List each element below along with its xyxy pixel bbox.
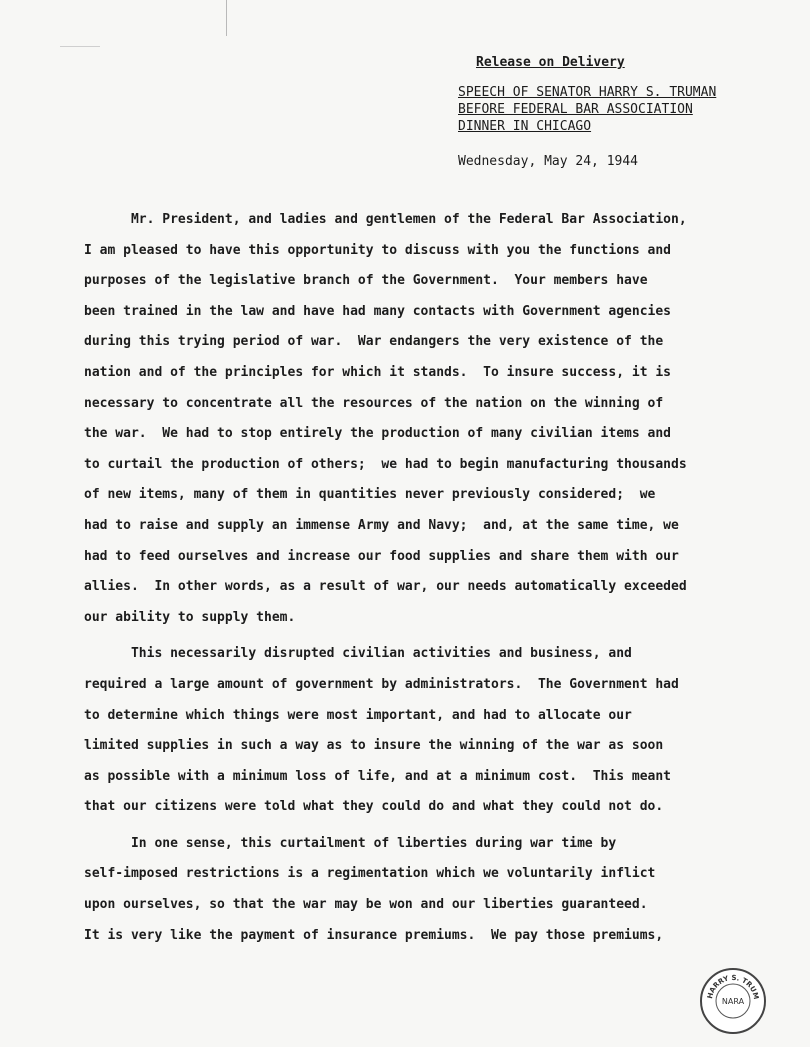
paragraph: [84, 205, 784, 633]
text-line: had to feed ourselves and increase our food supplies and share them with our: [84, 548, 679, 564]
text-line: limited supplies in such a way as to insure the winning of the war as soon: [84, 738, 664, 754]
text-line: purposes of the legislative branch of the Government. Your members have: [84, 273, 648, 289]
text-line: our ability to supply them.: [84, 609, 296, 625]
text-line: been trained in the law and have had many contacts with Government agencies: [84, 303, 671, 319]
text-line: of new items, many of them in quantities never previously considered; we: [84, 487, 656, 503]
text-line: This necessarily disrupted civilian activities and business, and: [84, 646, 632, 662]
text-line: to determine which things were most important, and had to allocate our: [84, 707, 632, 723]
paper-crease: [226, 0, 227, 36]
release-notice: Release on Delivery: [476, 55, 625, 70]
text-line: It is very like the payment of insurance premiums. We pay those premiums,: [84, 927, 664, 943]
text-line: that our citizens were told what they could do and what they could not do.: [84, 799, 664, 815]
speech-body: [84, 205, 784, 951]
text-line: Mr. President, and ladies and gentlemen of the Federal Bar Association,: [84, 212, 687, 227]
text-line: nation and of the principles for which it stands. To insure success, it is: [84, 364, 671, 380]
text-line: the war. We had to stop entirely the production of many civilian items and: [84, 426, 671, 442]
paper-mark: [60, 46, 100, 47]
stamp-outer-text: HARRY S. TRUM: [706, 973, 761, 1001]
text-line: during this trying period of war. War endangers the very existence of the: [84, 334, 664, 350]
text-line: to curtail the production of others; we had to begin manufacturing thousands: [84, 456, 687, 472]
text-line: self-imposed restrictions is a regimentation which we voluntarily inflict: [84, 866, 656, 882]
text-line: upon ourselves, so that the war may be won and our liberties guaranteed.: [84, 897, 648, 913]
document-header: [458, 54, 716, 170]
speech-date: Wednesday, May 24, 1944: [458, 154, 639, 169]
text-line: necessary to concentrate all the resources of the nation on the winning of: [84, 395, 664, 411]
speech-title-line: BEFORE FEDERAL BAR ASSOCIATION: [458, 102, 693, 117]
speech-title-line: DINNER IN CHICAGO: [458, 119, 592, 134]
speech-title: [458, 84, 716, 135]
library-stamp: [700, 968, 766, 1034]
paragraph: [84, 829, 784, 951]
text-line: In one sense, this curtailment of liberties during war time by: [84, 835, 617, 851]
svg-text:HARRY S. TRUMAN LIBRARY: [702, 970, 760, 1000]
stamp-inner-text: NARA: [721, 997, 745, 1006]
paragraph: [84, 639, 784, 823]
text-line: had to raise and supply an immense Army and Navy; and, at the same time, we: [84, 517, 679, 533]
text-line: I am pleased to have this opportunity to discuss with you the functions and: [84, 242, 671, 258]
text-line: allies. In other words, as a result of war, our needs automatically exceeded: [84, 579, 687, 595]
text-line: required a large amount of government by administrators. The Government had: [84, 676, 679, 692]
speech-title-line: SPEECH OF SENATOR HARRY S. TRUMAN: [458, 85, 717, 100]
text-line: as possible with a minimum loss of life, and at a minimum cost. This meant: [84, 768, 671, 784]
